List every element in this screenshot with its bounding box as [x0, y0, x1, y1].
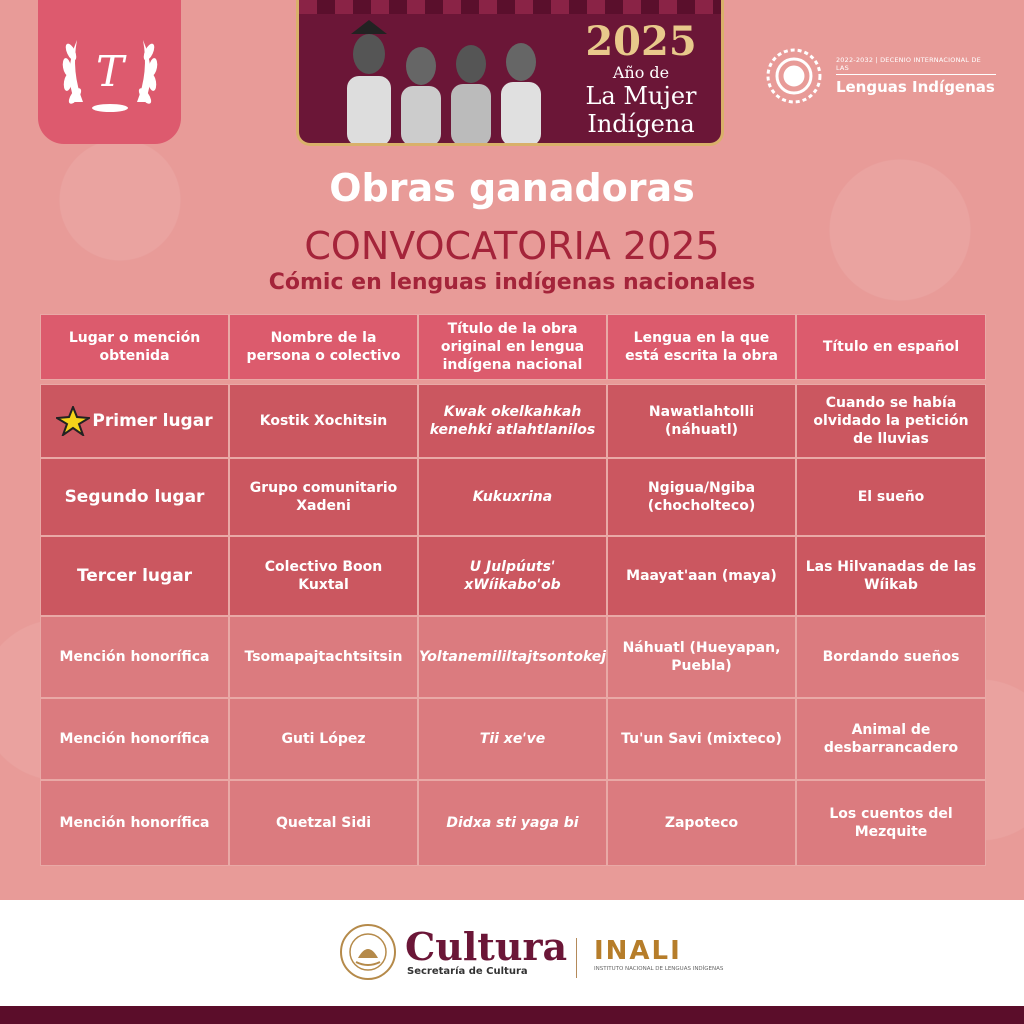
secretaria-text: Secretaría de Cultura	[407, 966, 528, 977]
convocatoria-title: CONVOCATORIA 2025	[304, 224, 720, 268]
place-cell	[40, 384, 229, 458]
language-cell: Náhuatl (Hueyapan, Puebla)	[607, 616, 796, 698]
name-cell: Colectivo Boon Kuxtal	[229, 536, 418, 616]
name-cell: Quetzal Sidi	[229, 780, 418, 866]
title-es-cell: Las Hilvanadas de las Wíikab	[796, 536, 986, 616]
header-language: Lengua en la que está escrita la obra	[607, 314, 796, 380]
title-original-cell: U Julpúutsꞌ xWíikaboꞌob	[418, 536, 607, 616]
header-name: Nombre de la persona o colectivo	[229, 314, 418, 380]
title-es-cell: Los cuentos del Mezquite	[796, 780, 986, 866]
page-title: Obras ganadoras	[329, 166, 695, 210]
banner-text	[561, 20, 721, 138]
title-es-cell: Animal de desbarrancadero	[796, 698, 986, 780]
title-es-cell: Bordando sueños	[796, 616, 986, 698]
language-cell: Maayatꞌaan (maya)	[607, 536, 796, 616]
name-cell: Tsomapajtachtsitsin	[229, 616, 418, 698]
language-cell: Zapoteco	[607, 780, 796, 866]
banner-pattern	[299, 0, 721, 14]
place-cell: Mención honorífica	[40, 616, 229, 698]
footer-divider	[576, 938, 577, 978]
winners-table	[40, 314, 986, 866]
banner-line2: La Mujer	[585, 82, 697, 110]
language-cell: Nawatlahtolli (náhuatl)	[607, 384, 796, 458]
title-es-cell: El sueño	[796, 458, 986, 536]
place-cell: Mención honorífica	[40, 780, 229, 866]
cultura-logo-text: Cultura	[405, 924, 568, 969]
decenio-logo	[760, 44, 996, 108]
decenio-icon	[760, 44, 828, 108]
footer-bar	[0, 1006, 1024, 1024]
language-cell: Tuꞌun Savi (mixteco)	[607, 698, 796, 780]
inali-logo-text: INALI	[594, 936, 682, 966]
star-icon	[56, 406, 90, 436]
header-title-original: Título de la obra original en lengua indígena nacional	[418, 314, 607, 380]
coat-of-arms-icon	[338, 922, 398, 982]
banner-line3: Indígena	[587, 110, 695, 138]
title-original-cell: Yoltanemililtajtsontokej	[418, 616, 607, 698]
women-illustration	[329, 14, 559, 146]
name-cell: Grupo comunitario Xadeni	[229, 458, 418, 536]
header-place: Lugar o mención obtenida	[40, 314, 229, 380]
header-title-es: Título en español	[796, 314, 986, 380]
title-es-cell: Cuando se había olvidado la petición de lluvias	[796, 384, 986, 458]
table-row	[40, 458, 986, 536]
place-cell: Tercer lugar	[40, 536, 229, 616]
name-cell: Guti López	[229, 698, 418, 780]
table-row	[40, 698, 986, 780]
title-original-cell: Kwak okelkahkah kenehki atlahtlanilos	[418, 384, 607, 458]
svg-text:T: T	[95, 47, 124, 96]
table-row	[40, 384, 986, 458]
banner-year: 2025	[585, 18, 697, 65]
decenio-small-text: 2022-2032 | DECENIO INTERNACIONAL DE LAS	[836, 56, 996, 75]
table-row	[40, 536, 986, 616]
place-label: Primer lugar	[92, 411, 213, 431]
laurel-icon	[55, 22, 165, 122]
place-cell: Mención honorífica	[40, 698, 229, 780]
title-original-cell: Didxa sti yaga bi	[418, 780, 607, 866]
title-original-cell: Tii xeꞌve	[418, 698, 607, 780]
decenio-title: Lenguas Indígenas	[835, 78, 995, 96]
year-banner	[296, 0, 724, 146]
place-cell: Segundo lugar	[40, 458, 229, 536]
language-cell: Ngigua/Ngiba (chocholteco)	[607, 458, 796, 536]
name-cell: Kostik Xochitsin	[229, 384, 418, 458]
banner-line1: Año de	[612, 63, 670, 82]
subtitle: Cómic en lenguas indígenas nacionales	[268, 270, 756, 295]
inali-subtitle: INSTITUTO NACIONAL DE LENGUAS INDÍGENAS	[594, 966, 724, 972]
title-original-cell: Kukuxrina	[418, 458, 607, 536]
table-row	[40, 616, 986, 698]
award-logo	[38, 0, 181, 144]
table-row	[40, 780, 986, 866]
table-header-row	[40, 314, 986, 380]
